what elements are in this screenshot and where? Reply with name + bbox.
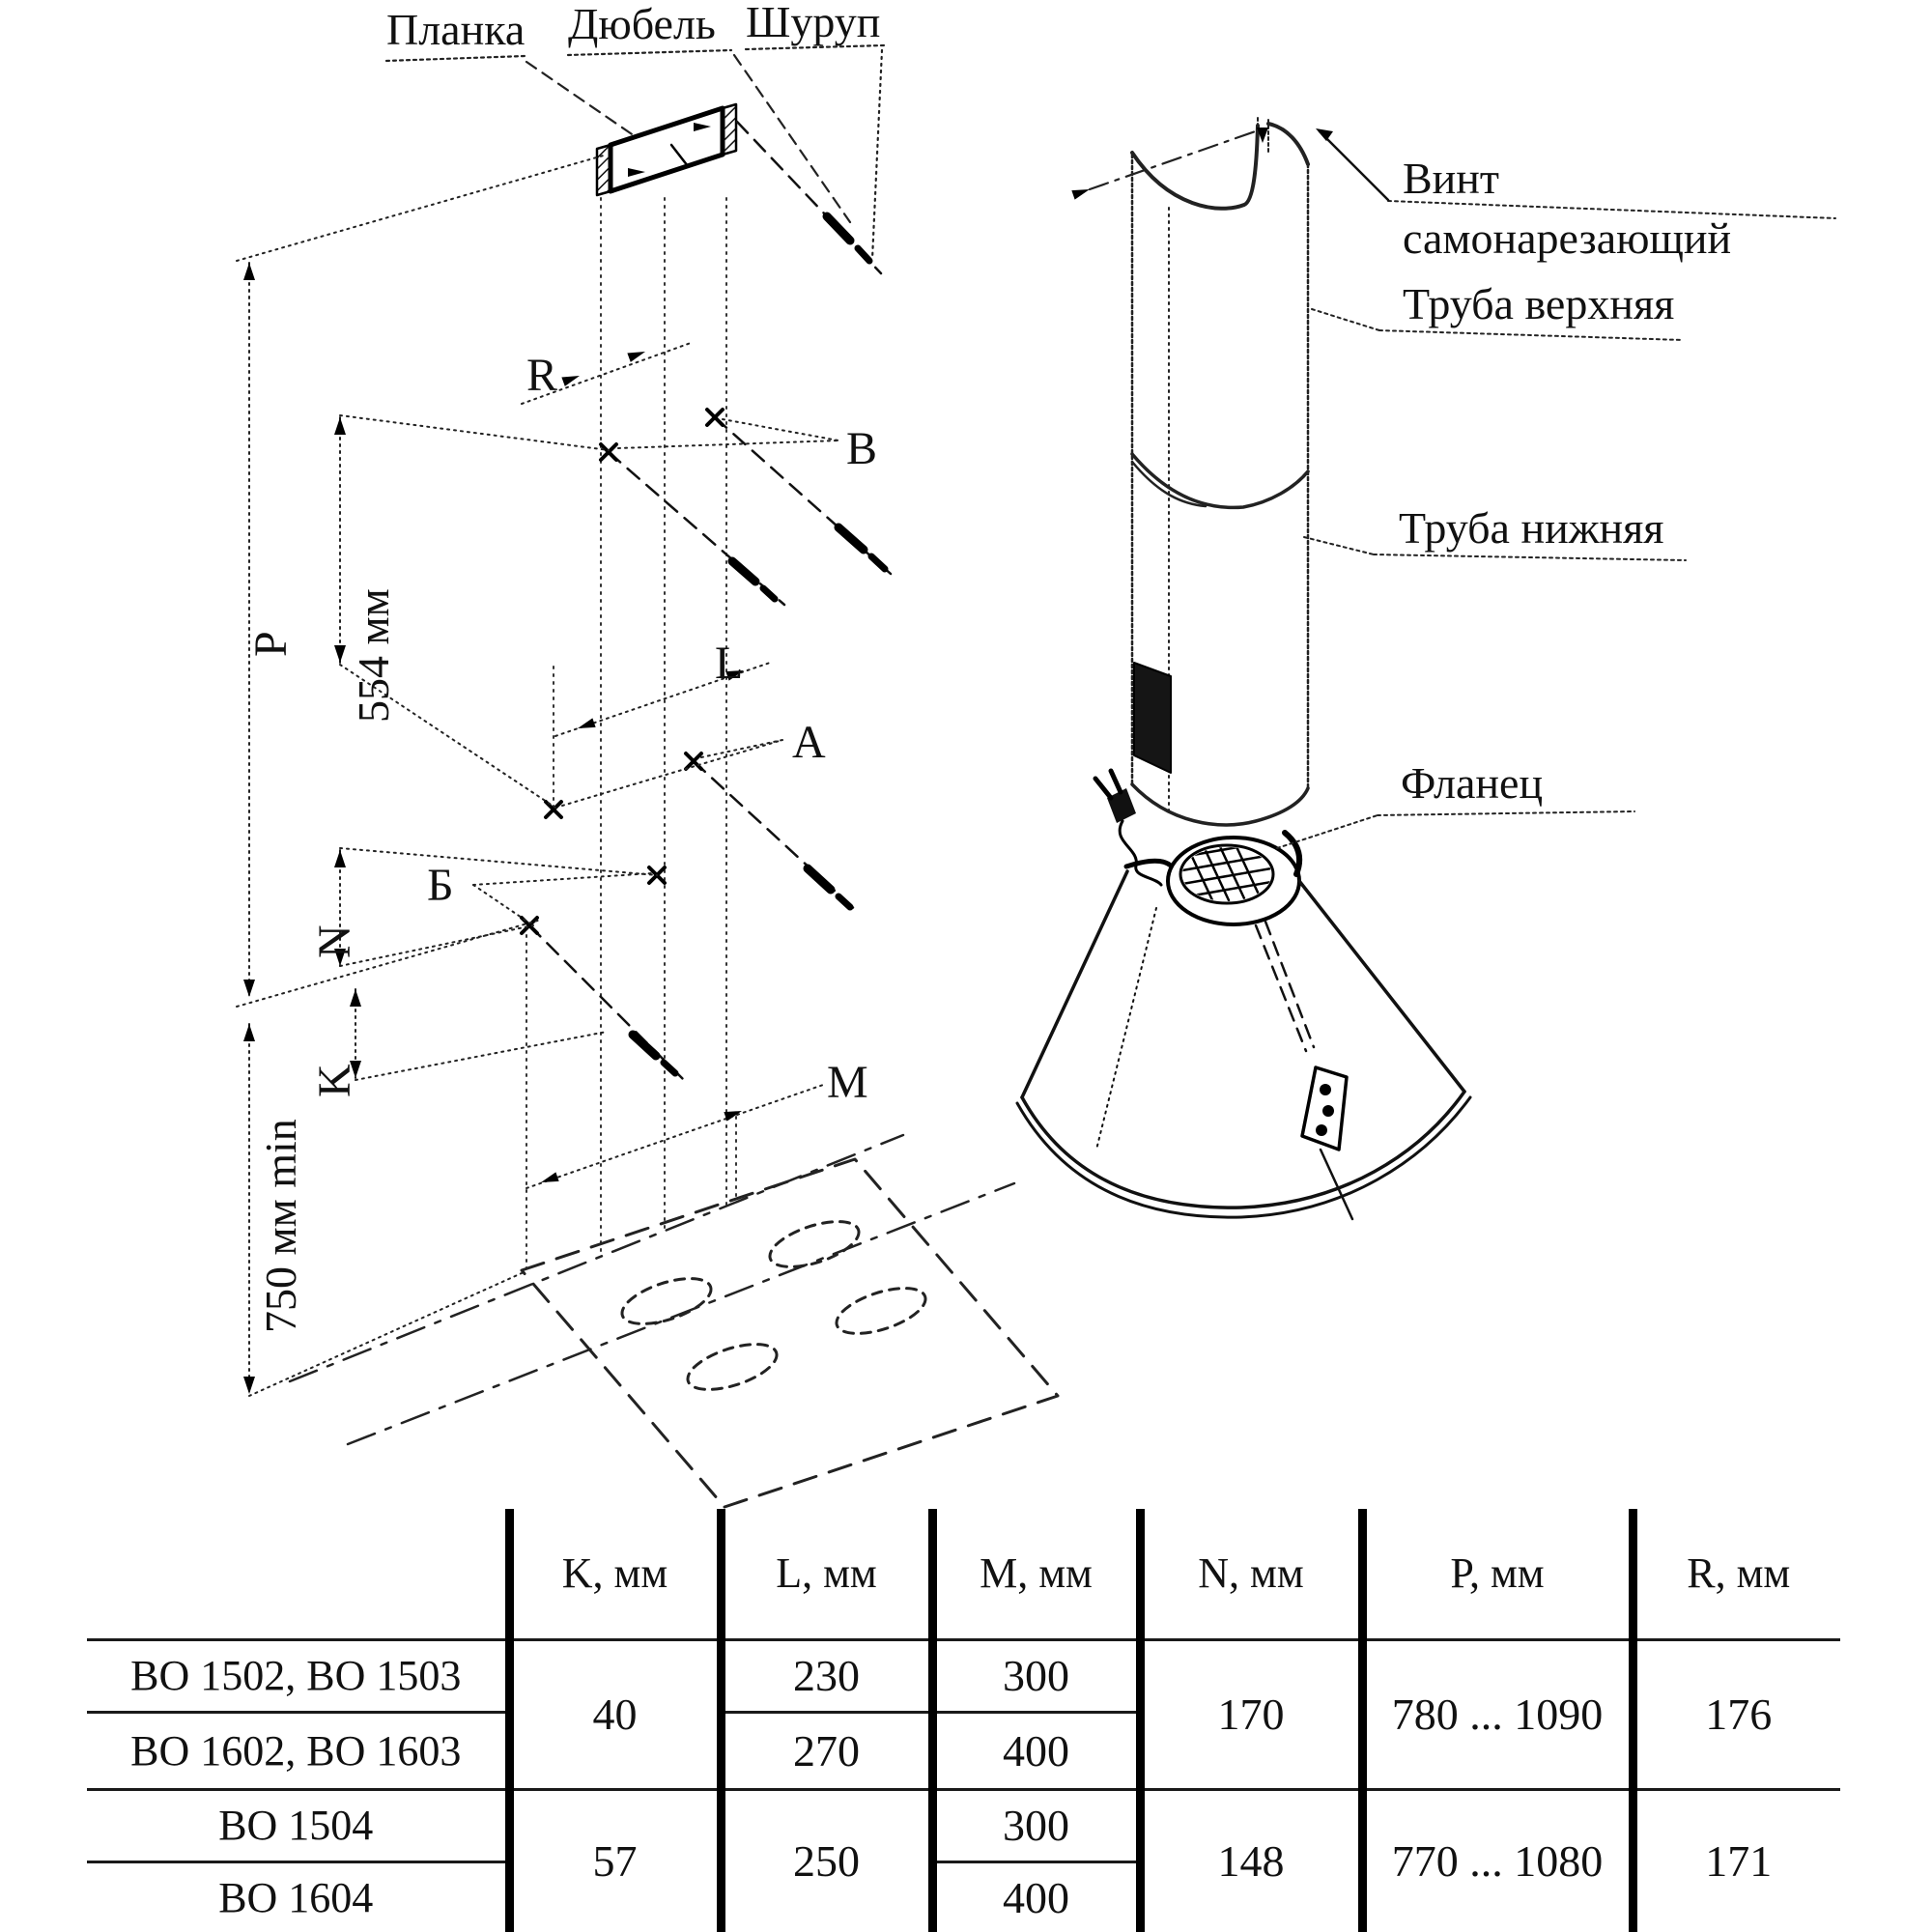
cell-n: 148 [1140,1789,1362,1932]
header-r: R, мм [1633,1509,1840,1639]
cell-p: 780 ... 1090 [1362,1639,1633,1789]
label-screw-line2: самонарезающий [1403,213,1732,263]
cell-r: 176 [1633,1639,1840,1789]
header-k: K, мм [509,1509,721,1639]
header-p: P, мм [1362,1509,1633,1639]
screw-symbols [633,216,885,1073]
label-lower-duct: Труба нижняя [1399,503,1664,553]
cell-n: 170 [1140,1639,1362,1789]
hood-assembly-drawing [1017,118,1835,1219]
cell-r: 171 [1633,1789,1840,1932]
table-row [87,1639,1840,1712]
header-n: N, мм [1140,1509,1362,1639]
dimension-arrows [243,263,746,1394]
table-header-row [87,1509,1840,1639]
dimension-table [87,1509,1840,1932]
cell-k: 40 [509,1639,721,1789]
cell-model: ВО 1604 [218,1873,374,1921]
cell-model: ВО 1504 [87,1789,509,1861]
header-l: L, мм [721,1509,932,1639]
dim-label-k: K [309,1064,360,1097]
label-shurup: Шуруп [746,0,881,46]
label-screw-line1: Винт [1403,154,1500,203]
cell-m: 400 [932,1861,1140,1932]
dim-label-554: 554 мм [349,588,398,723]
dim-label-a: A [792,717,826,768]
cell-l: 270 [721,1712,932,1789]
fastener-points [522,410,723,933]
dim-label-b-cyr: Б [427,860,454,911]
dim-label-r: R [526,350,558,401]
vent-grille [1134,663,1171,773]
table-row [87,1789,1840,1861]
cell-p: 770 ... 1080 [1362,1789,1633,1932]
cell-m: 300 [932,1639,1140,1712]
cell-model: ВО 1502, ВО 1503 [87,1639,509,1712]
cell-model: ВО 1602, ВО 1603 [87,1712,509,1789]
cell-m: 400 [932,1712,1140,1789]
cell-k: 57 [509,1789,721,1932]
label-planka: Планка [386,5,526,54]
cooktop-drawing [290,1135,1058,1507]
label-upper-duct: Труба верхняя [1403,279,1675,328]
label-flange: Фланец [1401,758,1544,808]
dim-label-m: M [827,1057,868,1108]
cell-l: 250 [721,1789,932,1932]
installation-dimensions-diagram [237,0,1058,1507]
label-dyubel: Дюбель [568,0,716,48]
wall-bracket [597,104,736,195]
dim-label-n: N [309,924,360,958]
dim-label-l: L [715,638,744,689]
header-model-blank [87,1509,509,1639]
dim-label-750: 750 мм min [256,1119,305,1333]
cell-l: 230 [721,1639,932,1712]
header-m: M, мм [932,1509,1140,1639]
dim-label-p: P [245,631,297,657]
dim-label-b: B [846,423,878,474]
pendant-control [1256,922,1352,1219]
cell-m: 300 [932,1789,1140,1861]
